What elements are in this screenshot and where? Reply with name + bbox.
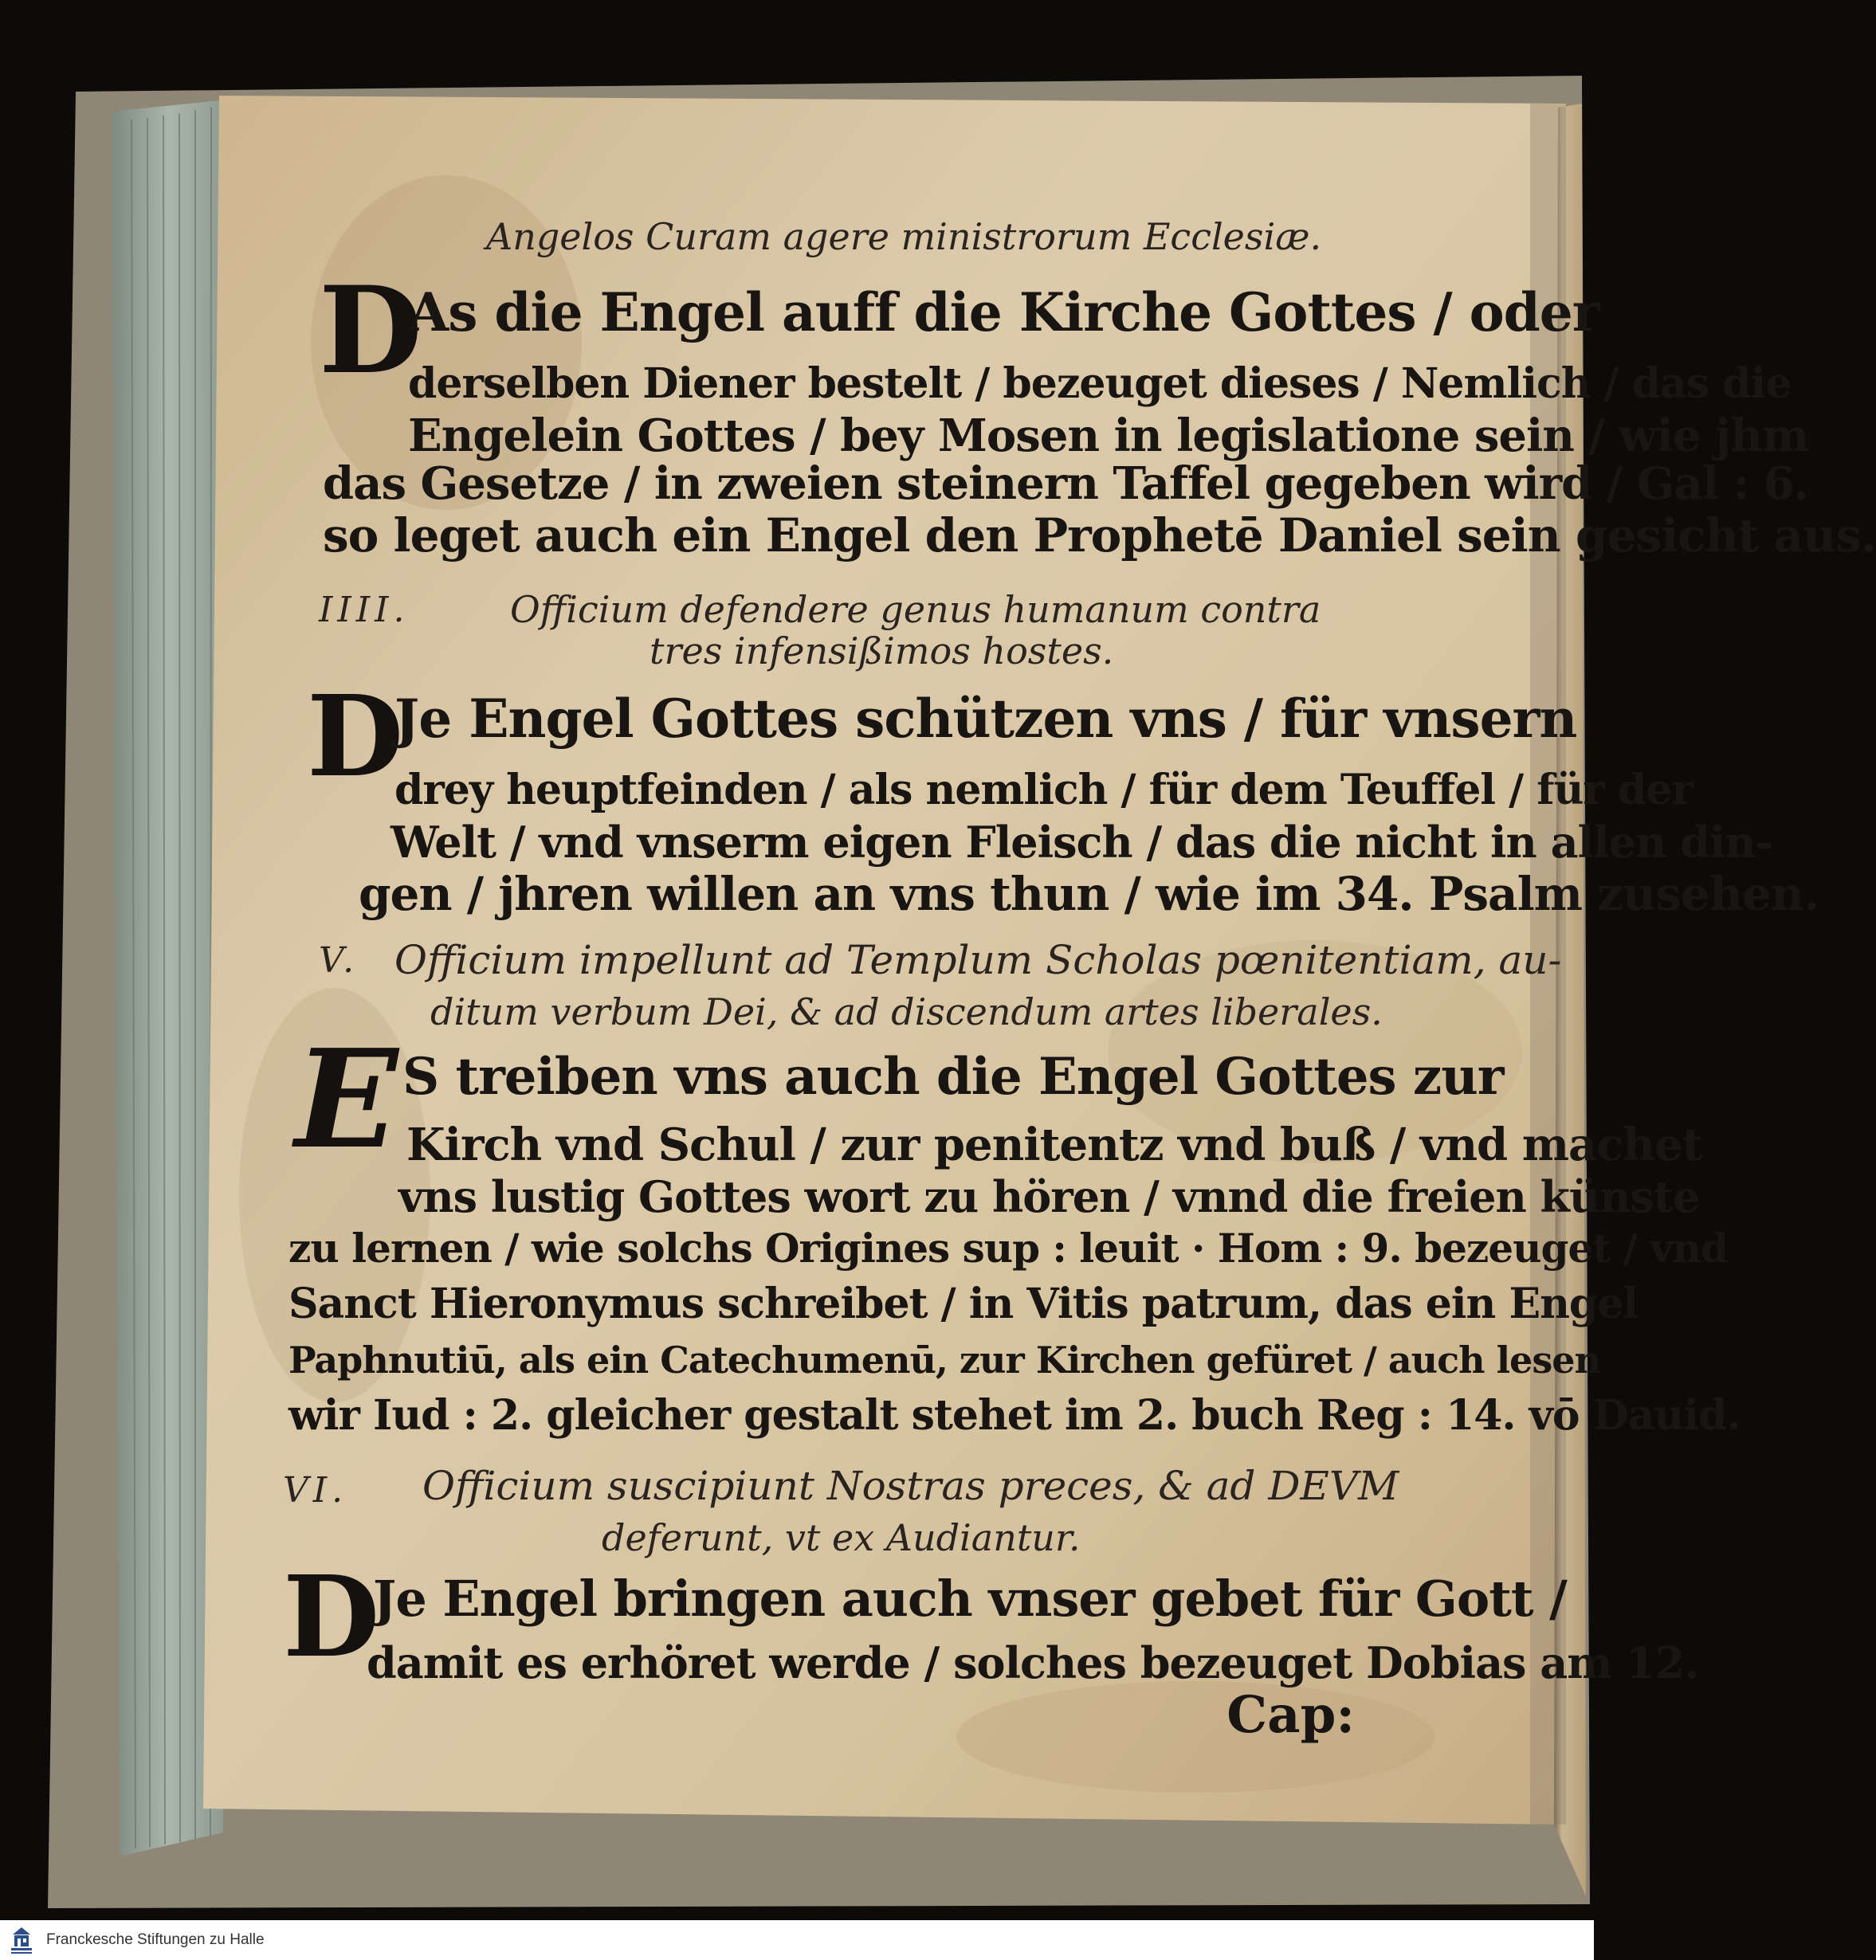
institution-logo-icon (6, 1925, 37, 1955)
text-line: zu lernen / wie solchs Origines sup : leuit · Hom : 9. bezeuget / vnd (288, 1225, 1728, 1272)
section-heading: Officium defendere genus humanum contra (510, 588, 1321, 631)
section-numeral: VI. (283, 1470, 348, 1511)
text-line: derselben Diener bestelt / bezeuget dieses / Nemlich / das die (408, 359, 1792, 408)
section-heading: Officium impellunt ad Templum Scholas pœnitentiam, au- (394, 937, 1562, 983)
section-heading: Officium suscipiunt Nostras preces, & ad DEVM (422, 1463, 1399, 1509)
text-line: das Gesetze / in zweien steinern Taffel gegeben wird / Gal : 6. (323, 457, 1809, 510)
catchword: Cap: (1226, 1685, 1355, 1745)
section-heading: tres infensißimos hostes. (650, 629, 1114, 672)
text-line: damit es erhöret werde / solches bezeuget Dobias am 12. (367, 1637, 1699, 1688)
text-line: so leget auch ein Engel den Prophetē Daniel sein gesicht aus. (323, 508, 1876, 563)
text-line: Paphnutiū, als ein Catechumenū, zur Kirchen gefüret / auch lesen (288, 1339, 1600, 1382)
text-line: Welt / vnd vnserm eigen Fleisch / das die nicht in allen din- (391, 817, 1772, 868)
text-line: As die Engel auff die Kirche Gottes / oder (408, 281, 1599, 343)
text-line: Sanct Hieronymus schreibet / in Vitis patrum, das ein Engel (288, 1280, 1639, 1328)
text-line: vns lustig Gottes wort zu hören / vnnd die freien künste (398, 1171, 1700, 1222)
footer-bar (0, 1920, 1594, 1960)
text-line: wir Iud : 2. gleicher gestalt stehet im 2. buch Reg : 14. vō Dauid. (288, 1391, 1741, 1440)
drop-cap: E (295, 1020, 398, 1179)
text-line: Je Engel Gottes schützen vns / für vnsern (394, 688, 1577, 750)
section-numeral: V. (319, 940, 359, 981)
text-line: Kirch vnd Schul / zur penitentz vnd buß / vnd machet (406, 1119, 1702, 1171)
text-line: Je Engel bringen auch vnser gebet für Gott / (373, 1570, 1567, 1628)
drop-cap: D (283, 1552, 380, 1683)
institution-name: Franckesche Stiftungen zu Halle (46, 1931, 265, 1948)
section-heading: ditum verbum Dei, & ad discendum artes liberales. (430, 990, 1383, 1033)
drop-cap: D (307, 672, 404, 802)
section-heading: Angelos Curam agere ministrorum Ecclesiæ. (486, 215, 1322, 258)
section-heading: deferunt, vt ex Audiantur. (602, 1516, 1081, 1559)
section-numeral: IIII. (319, 590, 410, 630)
text-line: Engelein Gottes / bey Mosen in legislatione sein / wie jhm (408, 410, 1809, 462)
text-line: gen / jhren willen an vns thun / wie im 34. Psalm zusehen. (359, 867, 1819, 921)
text-line: S treiben vns auch die Engel Gottes zur (402, 1047, 1504, 1107)
drop-cap: D (319, 261, 423, 401)
text-line: drey heuptfeinden / als nemlich / für dem Teuffel / für der (394, 766, 1693, 814)
